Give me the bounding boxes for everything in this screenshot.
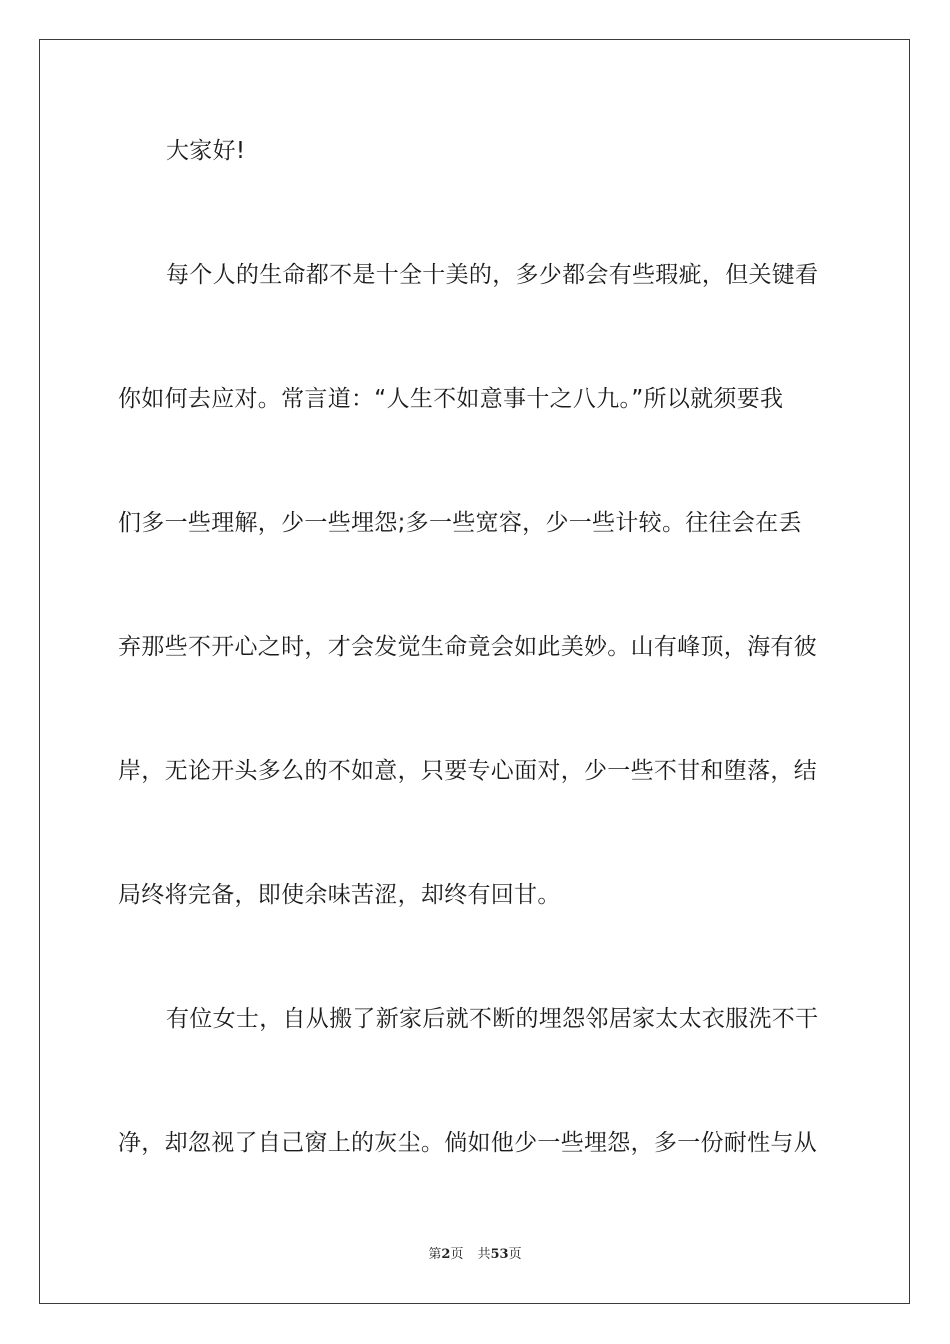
total-pages-prefix: 共 xyxy=(477,1247,491,1262)
text-line: 岸，无论开头多么的不如意，只要专心面对，少一些不甘和堕落，结 xyxy=(118,758,817,784)
page-footer xyxy=(0,1246,950,1264)
text-line: 们多一些理解，少一些埋怨;多一些宽容，少一些计较。往往会在丢 xyxy=(118,510,802,536)
page-number-suffix: 页 xyxy=(450,1247,464,1262)
page-number-prefix: 第 xyxy=(428,1247,442,1262)
text-line-greeting: 大家好! xyxy=(166,138,246,164)
text-line: 有位女士，自从搬了新家后就不断的埋怨邻居家太太衣服洗不干 xyxy=(166,1006,819,1032)
text-line: 净，却忽视了自己窗上的灰尘。倘如他少一些埋怨，多一份耐性与从 xyxy=(118,1130,817,1156)
text-line: 你如何去应对。常言道：“人生不如意事十之八九。”所以就须要我 xyxy=(118,386,784,412)
text-line: 弃那些不开心之时，才会发觉生命竟会如此美妙。山有峰顶，海有彼 xyxy=(118,634,817,660)
total-pages-suffix: 页 xyxy=(508,1247,522,1262)
text-line: 每个人的生命都不是十全十美的，多少都会有些瑕疵，但关键看 xyxy=(166,262,819,288)
text-line: 局终将完备，即使余味苦涩，却终有回甘。 xyxy=(118,882,561,908)
total-pages-count: 53 xyxy=(490,1247,509,1262)
page-border xyxy=(39,39,910,1304)
page-number-current: 2 xyxy=(441,1247,451,1262)
